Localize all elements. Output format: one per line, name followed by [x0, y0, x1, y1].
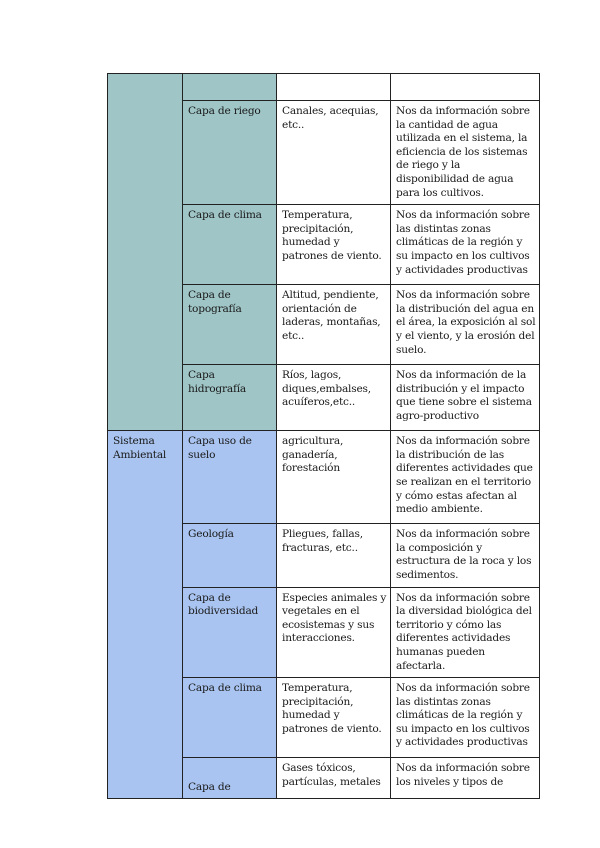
layer-cell	[183, 74, 277, 101]
description-cell: Nos da información sobre los niveles y tipos de	[391, 758, 540, 799]
elements-cell: Gases tóxicos, partículas, metales	[277, 758, 391, 799]
description-cell: Nos da información sobre la cantidad de agua utilizada en el sistema, la eficiencia de los sistemas de riego y la disponibilidad de agua para los cultivos.	[391, 101, 540, 205]
layer-cell: Capa de clima	[183, 678, 277, 758]
description-cell: Nos da información sobre la distribución de las diferentes actividades que se realizan en el territorio y cómo estas afectan al medio ambiente.	[391, 431, 540, 524]
description-cell: Nos da información sobre la composición y estructura de la roca y los sedimentos.	[391, 524, 540, 587]
table-row	[108, 74, 540, 101]
layer-cell: Capa uso de suelo	[183, 431, 277, 524]
elements-cell: Ríos, lagos, diques,embalses, acuíferos,etc..	[277, 365, 391, 431]
layers-table	[107, 73, 540, 799]
description-cell: Nos da información sobre las distintas zonas climáticas de la región y su impacto en los cultivos y actividades productivas	[391, 205, 540, 285]
table-row	[108, 431, 540, 524]
elements-cell: Altitud, pendiente, orientación de laderas, montañas, etc..	[277, 285, 391, 365]
layer-cell: Capa de clima	[183, 205, 277, 285]
elements-cell: Pliegues, fallas, fracturas, etc..	[277, 524, 391, 587]
system-cell: Sistema Ambiental	[108, 431, 183, 799]
system-cell	[108, 74, 183, 431]
layer-cell: Geología	[183, 524, 277, 587]
layer-cell: Capa de topografía	[183, 285, 277, 365]
description-cell: Nos da información de la distribución y el impacto que tiene sobre el sistema agro-productivo	[391, 365, 540, 431]
elements-cell	[277, 74, 391, 101]
description-cell	[391, 74, 540, 101]
layer-cell: Capa de riego	[183, 101, 277, 205]
elements-cell: Canales, acequias, etc..	[277, 101, 391, 205]
description-cell: Nos da información sobre las distintas zonas climáticas de la región y su impacto en los cultivos y actividades productivas	[391, 678, 540, 758]
layer-cell: Capa de	[183, 758, 277, 799]
description-cell: Nos da información sobre la diversidad biológica del territorio y cómo las diferentes actividades humanas pueden afectarla.	[391, 587, 540, 678]
elements-cell: agricultura, ganadería, forestación	[277, 431, 391, 524]
elements-cell: Temperatura, precipitación, humedad y patrones de viento.	[277, 678, 391, 758]
layer-cell: Capa de biodiversidad	[183, 587, 277, 678]
elements-cell: Especies animales y vegetales en el ecosistemas y sus interacciones.	[277, 587, 391, 678]
layer-cell: Capa hidrografía	[183, 365, 277, 431]
description-cell: Nos da información sobre la distribución del agua en el área, la exposición al sol y el viento, y la erosión del suelo.	[391, 285, 540, 365]
elements-cell: Temperatura, precipitación, humedad y patrones de viento.	[277, 205, 391, 285]
